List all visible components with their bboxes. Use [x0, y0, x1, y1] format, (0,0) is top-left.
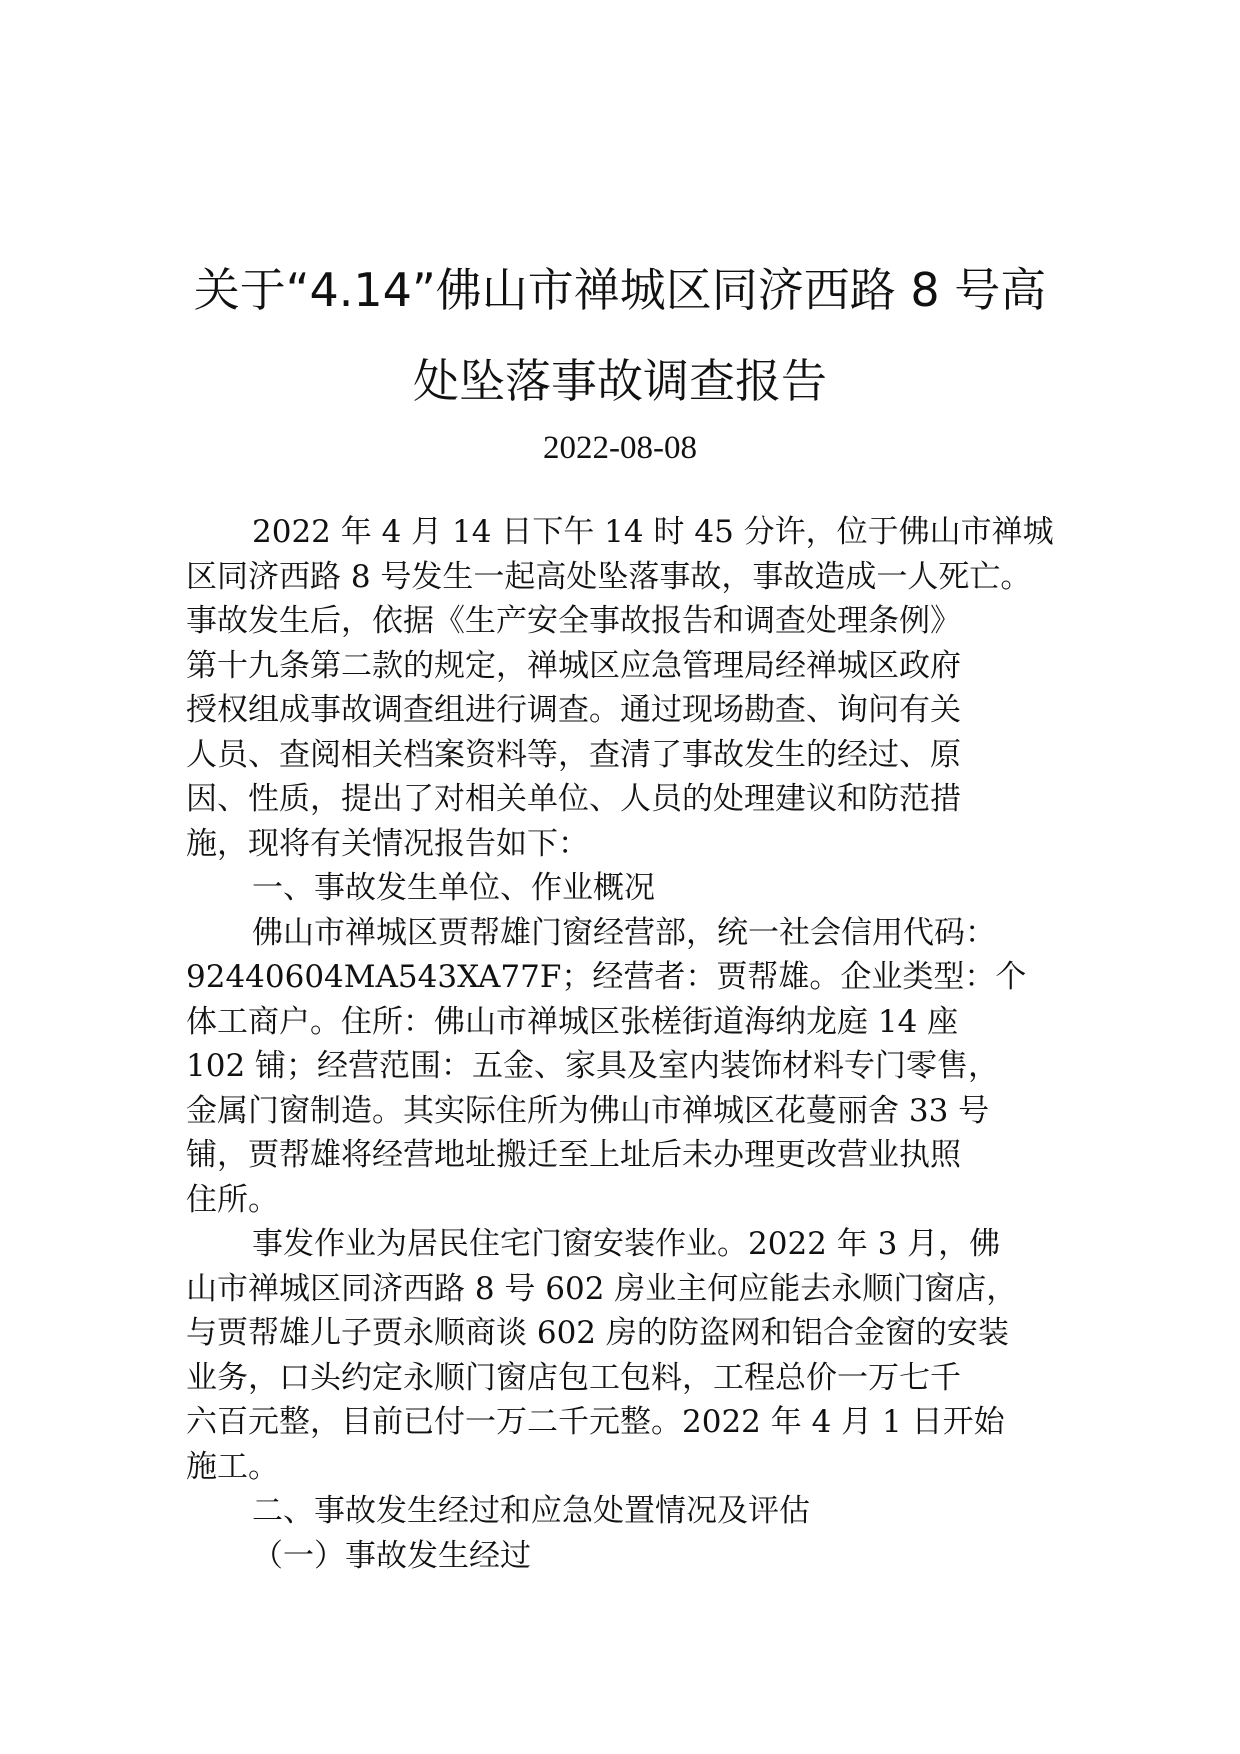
text-line: 体工商户。住所：佛山市禅城区张槎街道海纳龙庭 14 座 [186, 1003, 959, 1040]
text-line: 区同济西路 8 号发生一起高处坠落事故，事故造成一人死亡。 [186, 558, 1032, 595]
subsection-heading-1 [186, 1534, 1066, 1579]
text-line: 与贾帮雄儿子贾永顺商谈 602 房的防盗网和铝合金窗的安装 [186, 1315, 1009, 1351]
text-line: 六百元整，目前已付一万二千元整。2022 年 4 月 1 日开始 [186, 1404, 1005, 1440]
text-line: 授权组成事故调查组进行调查。通过现场勘查、询问有关 [186, 692, 961, 728]
text-line: 施，现将有关情况报告如下： [186, 825, 589, 862]
heading-line: 一、事故发生单位、作业概况 [252, 870, 655, 906]
text-line: 102 铺；经营范围：五金、家具及室内装饰材料专门零售， [186, 1048, 1000, 1084]
text-line: 业务，口头约定永顺门窗店包工包料，工程总价一万七千 [186, 1359, 961, 1396]
paragraph-company-info [186, 911, 1066, 1223]
document-title-line-2: 处坠落事故调查报告 [413, 354, 827, 408]
text-line: 事故发生后，依据《生产安全事故报告和调查处理条例》 [186, 603, 961, 639]
paragraph-intro [186, 510, 1066, 866]
text-line: 人员、查阅相关档案资料等，查清了事故发生的经过、原 [186, 736, 961, 773]
text-line: 住所。 [186, 1181, 279, 1218]
text-line: 第十九条第二款的规定，禅城区应急管理局经禅城区政府 [186, 647, 961, 684]
text-line: 92440604MA543XA77F；经营者：贾帮雄。企业类型：个 [186, 959, 1027, 995]
heading-line: （一）事故发生经过 [252, 1537, 531, 1574]
document-title-line-1: 关于“4.14”佛山市禅城区同济西路 8 号高 [193, 263, 1047, 317]
text-line: 事发作业为居民住宅门窗安装作业。2022 年 3 月，佛 [252, 1226, 1001, 1262]
text-line: 2022 年 4 月 14 日下午 14 时 45 分许，位于佛山市禅城 [252, 514, 1054, 550]
document-body [186, 510, 1066, 1578]
text-line: 铺，贾帮雄将经营地址搬迁至上址后未办理更改营业执照 [186, 1137, 961, 1173]
text-line: 山市禅城区同济西路 8 号 602 房业主何应能去永顺门窗店， [186, 1270, 1018, 1307]
heading-line: 二、事故发生经过和应急处置情况及评估 [252, 1493, 810, 1529]
text-line: 因、性质，提出了对相关单位、人员的处理建议和防范措 [186, 781, 961, 817]
section-heading-1 [186, 866, 1066, 911]
text-line: 金属门窗制造。其实际住所为佛山市禅城区花蔓丽舍 33 号 [186, 1092, 990, 1129]
section-heading-2 [186, 1489, 1066, 1534]
text-line: 施工。 [186, 1448, 279, 1485]
paragraph-work-info [186, 1222, 1066, 1489]
document-date: 2022-08-08 [543, 430, 697, 466]
text-line: 佛山市禅城区贾帮雄门窗经营部，统一社会信用代码： [252, 914, 996, 951]
